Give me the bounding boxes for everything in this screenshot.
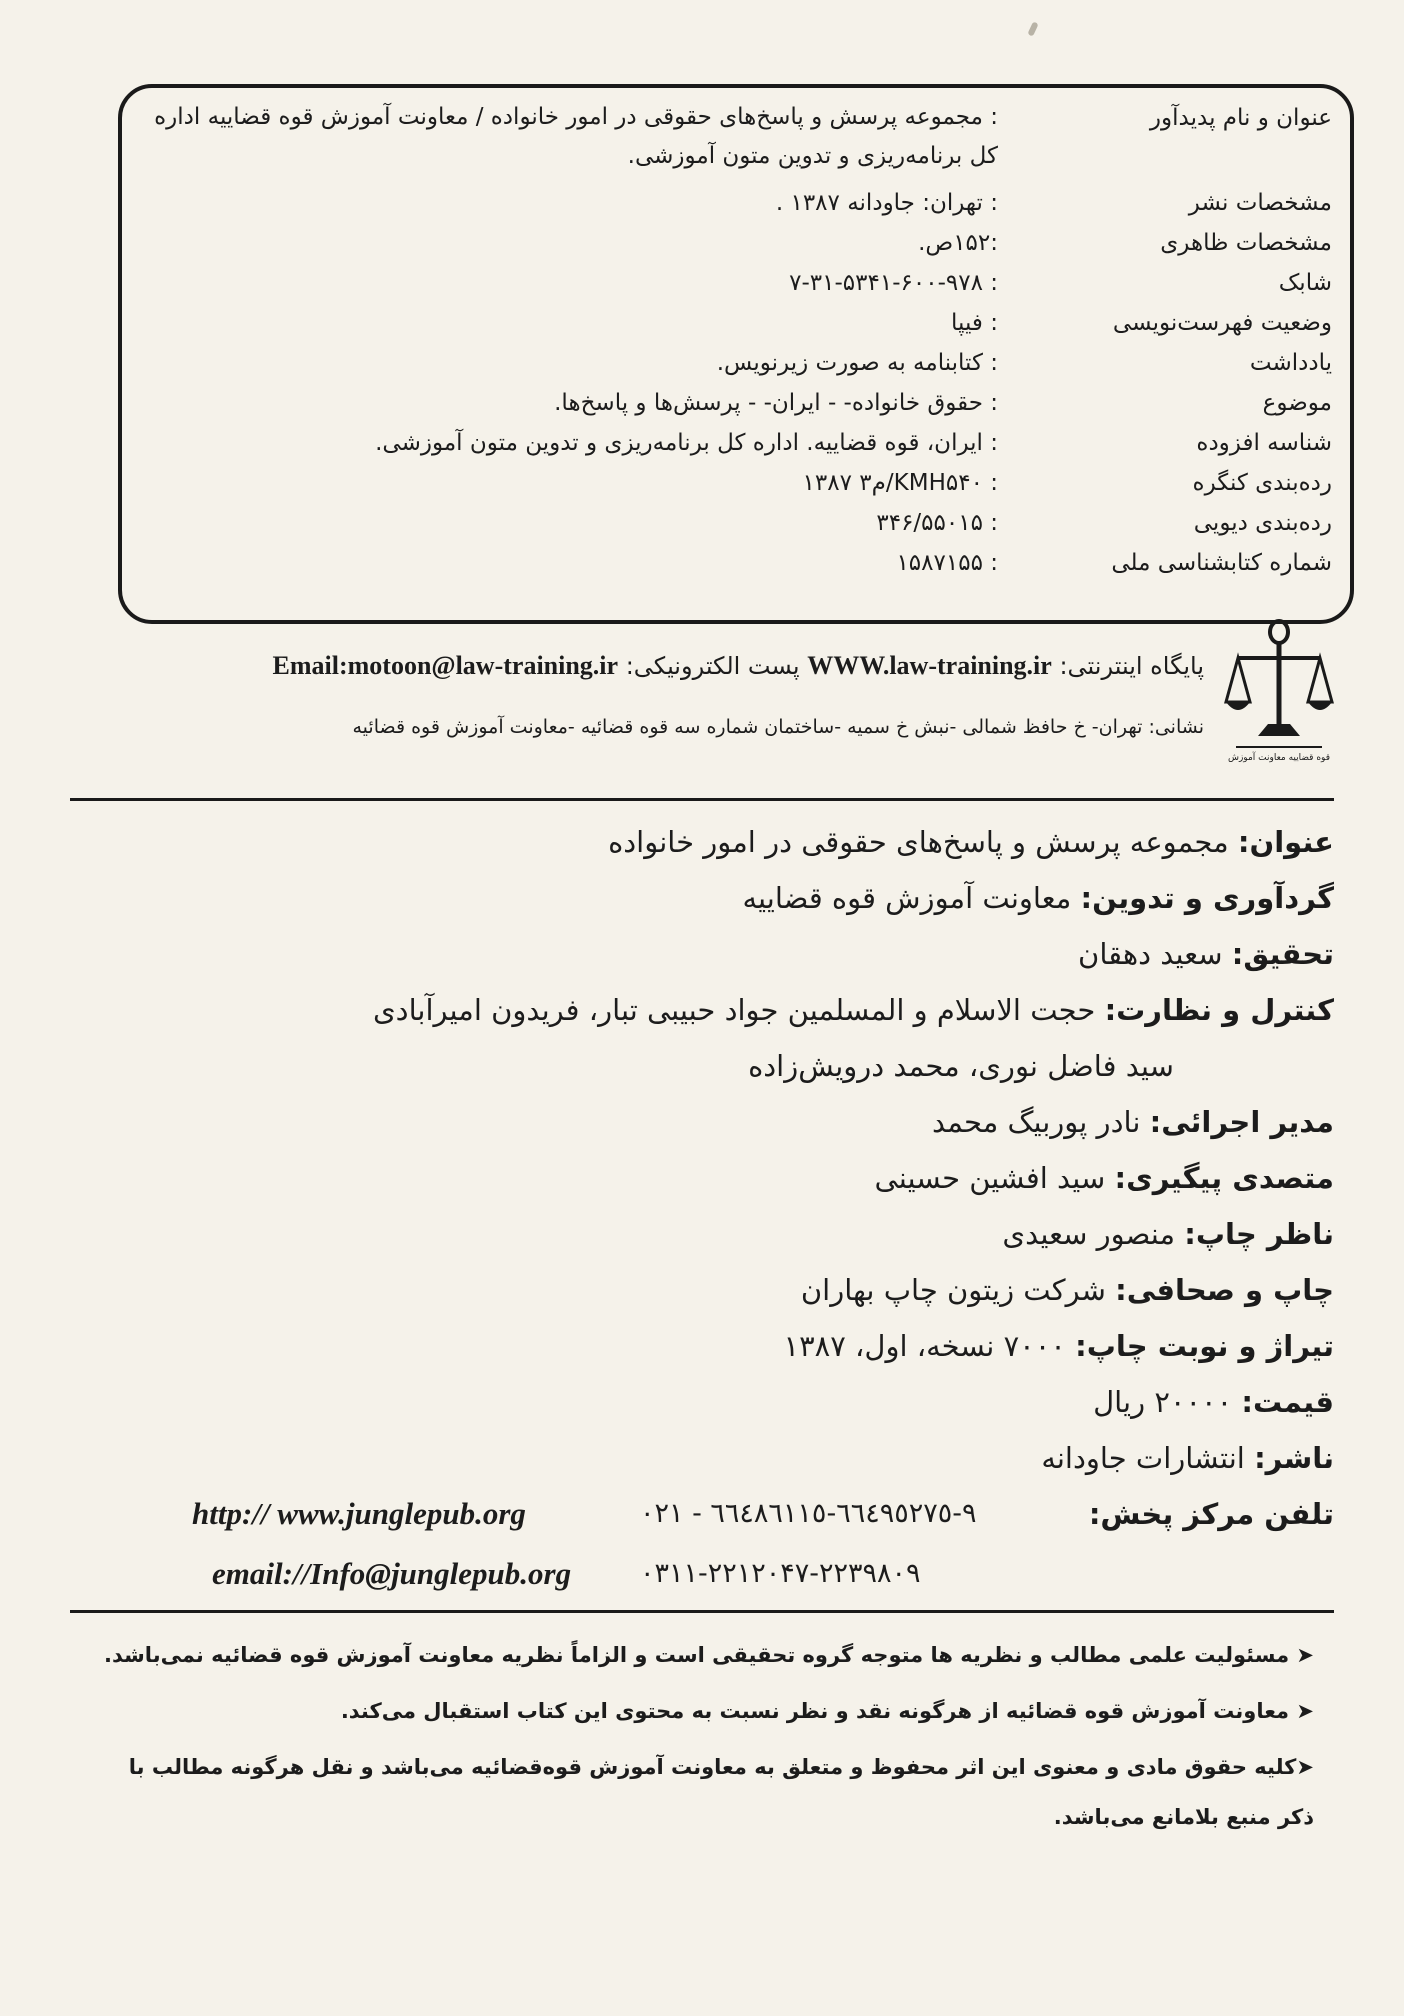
address-line: نشانی: تهران- خ حافظ شمالی -نبش خ سمیه -ساختمان شماره سه قوه قضائیه -معاونت آموزش قوه قضائیه [352,716,1204,738]
catalog-value: : کتابنامه به صورت زیرنویس. [716,350,998,376]
divider-bottom [70,1610,1334,1613]
credit-label: ناظر چاپ: [1184,1217,1334,1251]
credit-label: چاپ و صحافی: [1115,1273,1334,1307]
catalog-row-subject [122,383,1350,423]
email-label: پست الکترونیکی: [625,652,800,680]
credit-title [64,820,1334,864]
catalog-label: موضوع [1262,390,1332,416]
credit-label: ناشر: [1254,1441,1334,1475]
arrow-bullet-icon: ➤ [1296,1755,1314,1779]
catalog-row-status [122,303,1350,343]
credit-value: انتشارات جاودانه [1041,1441,1255,1475]
catalog-label: وضعیت فهرست‌نویسی [1112,310,1332,336]
note-text: کلیه حقوق مادی و معنوی این اثر محفوظ و متعلق به معاونت آموزش قوه‌قضائیه می‌باشد و نقل هرگونه مطالب با ذکر منبع بلامانع می‌باشد. [128,1755,1314,1829]
credit-label: عنوان: [1237,825,1334,859]
catalog-value: : ۷-۳۱-۵۳۴۱-۶۰۰-۹۷۸ [789,270,998,296]
catalog-value: : تهران: جاودانه ۱۳۸۷ . [775,190,998,216]
note-item [90,1686,1314,1736]
cataloging-box [118,84,1354,624]
credit-compiler [64,876,1334,920]
catalog-row-dewey [122,503,1350,543]
credit-value: سید افشین حسینی [874,1161,1115,1195]
credit-value: ۷۰۰۰ نسخه، اول، ۱۳۸۷ [783,1329,1076,1363]
website-label: پایگاه اینترنتی: [1059,652,1204,680]
catalog-row-title [122,98,1350,180]
arrow-bullet-icon: ➤ [1296,1699,1314,1723]
note-item [90,1630,1314,1680]
catalog-label: رده‌بندی کنگره [1192,470,1332,496]
credit-label: قیمت: [1241,1385,1334,1419]
distribution-web-link[interactable]: http:// www.junglepub.org [192,1496,526,1531]
credit-label: کنترل و نظارت: [1104,993,1334,1027]
emblem-caption: قوه قضاییه معاونت آموزش [1227,753,1331,763]
credit-supervision [64,988,1334,1032]
catalog-row-physical [122,223,1350,263]
catalog-label: شماره کتابشناسی ملی [1111,550,1332,576]
catalog-value: : فیپا [951,310,998,336]
credit-value: معاونت آموزش قوه قضاییه [742,881,1081,915]
arrow-bullet-icon: ➤ [1296,1643,1314,1667]
website-link[interactable]: WWW.law-training.ir [807,651,1052,680]
credit-label: تلفن مرکز پخش: [1088,1497,1334,1531]
catalog-row-lc-class [122,463,1350,503]
catalog-label: رده‌بندی دیویی [1193,510,1332,536]
note-text: مسئولیت علمی مطالب و نظریه ها متوجه گروه تحقیقی است و الزاماً نظریه معاونت آموزش قوه قضائیه نمی‌باشد. [104,1643,1290,1667]
catalog-label: یادداشت [1249,350,1332,376]
credit-follow-up [64,1156,1334,1200]
credit-circulation [64,1324,1334,1368]
credit-price [64,1380,1334,1424]
catalog-row-added-entry [122,423,1350,463]
catalog-label: شناسه افزوده [1196,430,1332,456]
catalog-label: عنوان و نام پدیدآور [1149,105,1332,131]
catalog-row-national-number [122,543,1350,583]
website-line [74,648,1204,684]
catalog-label: شابک [1278,270,1332,296]
judiciary-emblem-icon [1224,618,1334,778]
email-link[interactable]: Email:motoon@law-training.ir [272,651,619,680]
credit-label: تیراژ و نوبت چاپ: [1075,1329,1334,1363]
credit-supervision-cont [0,1044,1174,1088]
divider-top [70,798,1334,801]
credit-print-supervisor [64,1212,1334,1256]
credit-executive [64,1100,1334,1144]
catalog-value: : KMH۵۴۰/م۳ ۱۳۸۷ [802,470,998,496]
distribution-phone-1: ۰۲۱ - ٦٦٤٩٥٢٧٥-٦٦٤٨٦١١٥-۹ [640,1498,977,1529]
credit-value: سعید دهقان [1078,937,1232,971]
credit-research [64,932,1334,976]
catalog-value: :۱۵۲ص. [918,230,998,256]
catalog-label: مشخصات نشر [1188,190,1332,216]
note-item [90,1742,1314,1842]
credit-label: متصدی پیگیری: [1114,1161,1334,1195]
catalog-value: : ایران، قوه قضاییه. اداره کل برنامه‌ریزی و تدوین متون آموزشی. [375,430,998,456]
catalog-row-publication [122,183,1350,223]
credit-label: گردآوری و تدوین: [1080,881,1334,915]
credit-label: تحقیق: [1231,937,1334,971]
catalog-value: : ۳۴۶/۵۵۰۱۵ [876,510,998,536]
credit-printing [64,1268,1334,1312]
catalog-value: : مجموعه پرسش و پاسخ‌های حقوقی در امور خانواده / معاونت آموزش قوه قضاییه اداره کل برنامه‌ریزی و تدوین متون آموزشی. [154,104,998,169]
credit-value: شرکت زیتون چاپ بهاران [800,1273,1116,1307]
credit-value: حجت الاسلام و المسلمین جواد حبیبی تبار، فریدون امیرآبادی [372,993,1105,1027]
catalog-value: : ۱۵۸۷۱۵۵ [896,550,998,576]
distribution-email-link[interactable]: email://Info@junglepub.org [212,1556,572,1591]
credit-value: مجموعه پرسش و پاسخ‌های حقوقی در امور خانواده [608,825,1238,859]
paper-speck [1027,21,1038,36]
catalog-row-isbn [122,263,1350,303]
credit-value: سید فاضل نوری، محمد درویش‌زاده [748,1049,1174,1083]
credit-publisher [64,1436,1334,1480]
distribution-phone-2: ۰۳۱۱-۲۲۱۲۰۴۷-۲۲۳۹۸۰۹ [640,1558,921,1589]
credit-value: نادر پوربیگ محمد [932,1105,1150,1139]
catalog-row-note [122,343,1350,383]
note-text: معاونت آموزش قوه قضائیه از هرگونه نقد و نظر نسبت به محتوی این کتاب استقبال می‌کند. [340,1699,1290,1723]
credit-value: منصور سعیدی [1002,1217,1185,1251]
credit-value: ۲۰۰۰۰ ریال [1093,1385,1242,1419]
catalog-label: مشخصات ظاهری [1160,230,1332,256]
catalog-value: : حقوق خانواده- - ایران- - پرسش‌ها و پاسخ‌ها. [554,390,998,416]
credit-label: مدیر اجرائی: [1149,1105,1334,1139]
